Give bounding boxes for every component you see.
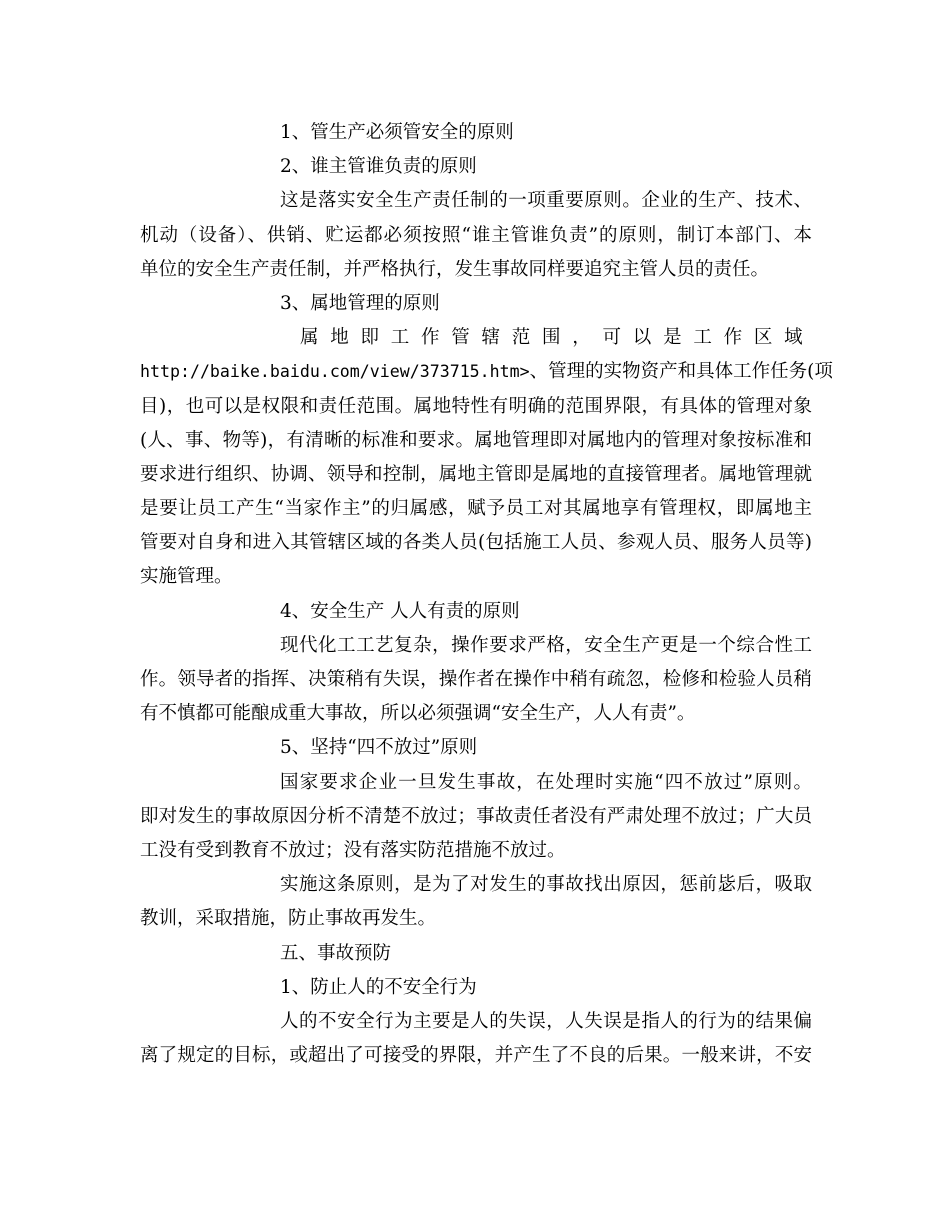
paragraph-line: 有不慎都可能酿成重大事故，所以必须强调“安全生产，人人有责”。 <box>140 703 696 725</box>
url-text: http://baike.baidu.com/view/373715.htm> <box>140 362 530 382</box>
paragraph-line: 人的不安全行为主要是人的失误，人失误是指人的行为的结果偏 <box>280 1010 812 1032</box>
paragraph-line: 机动（设备）、供销、贮运都必须按照“谁主管谁负责”的原则，制订本部门、本 <box>140 224 812 246</box>
paragraph-line: 管要对自身和进入其管辖区域的各类人员(包括施工人员、参观人员、服务人员等) <box>140 532 812 554</box>
paragraph-line: 这是落实安全生产责任制的一项重要原则。企业的生产、技术、 <box>280 190 812 212</box>
url-line-rest: 、管理的实物资产和具体工作任务(项 <box>529 361 833 383</box>
subheading-unsafe-behavior: 1、防止人的不安全行为 <box>280 976 477 998</box>
paragraph-line: 工没有受到教育不放过；没有落实防范措施不放过。 <box>140 839 566 861</box>
paragraph-line: 即对发生的事故原因分析不清楚不放过；事故责任者没有严肃处理不放过；广大员 <box>140 805 812 827</box>
document-body <box>140 116 833 1073</box>
heading-principle-5: 5、坚持“四不放过”原则 <box>280 737 478 759</box>
paragraph-line: 要求进行组织、协调、领导和控制，属地主管即是属地的直接管理者。属地管理就 <box>140 463 812 485</box>
paragraph-line: 是要让员工产生“当家作主”的归属感，赋予员工对其属地享有管理权，即属地主 <box>140 498 812 520</box>
paragraph-line: 实施这条原则，是为了对发生的事故找出原因，惩前毖后，吸取 <box>280 874 812 896</box>
paragraph-line: 离了规定的目标，或超出了可接受的界限，并产生了不良的后果。一般来讲，不安 <box>140 1045 812 1067</box>
paragraph-line: 国家要求企业一旦发生事故，在处理时实施“四不放过”原则。 <box>280 771 812 793</box>
heading-principle-3: 3、属地管理的原则 <box>280 292 440 314</box>
paragraph-line: 现代化工工艺复杂，操作要求严格，安全生产更是一个综合性工 <box>280 634 812 656</box>
section-heading-accident-prevention: 五、事故预防 <box>280 942 392 964</box>
paragraph-line: 目)，也可以是权限和责任范围。属地特性有明确的范围界限，有具体的管理对象 <box>140 395 812 417</box>
paragraph-line: 属地即工作管辖范围，可以是工作区域 <box>300 327 812 349</box>
paragraph-line-url <box>140 355 833 389</box>
paragraph-line: 单位的安全生产责任制，并严格执行，发生事故同样要追究主管人员的责任。 <box>140 258 770 280</box>
paragraph-line: 作。领导者的指挥、决策稍有失误，操作者在操作中稍有疏忽，检修和检验人员稍 <box>140 669 812 690</box>
heading-principle-2: 2、谁主管谁负责的原则 <box>280 156 477 178</box>
paragraph-line: (人、事、物等)，有清晰的标准和要求。属地管理即对属地内的管理对象按标准和 <box>140 429 812 451</box>
heading-principle-1: 1、管生产必须管安全的原则 <box>280 122 514 143</box>
paragraph-line: 教训，采取措施，防止事故再发生。 <box>140 908 437 930</box>
paragraph-line: 实施管理。 <box>140 566 233 588</box>
heading-principle-4: 4、安全生产 人人有责的原则 <box>280 600 520 622</box>
